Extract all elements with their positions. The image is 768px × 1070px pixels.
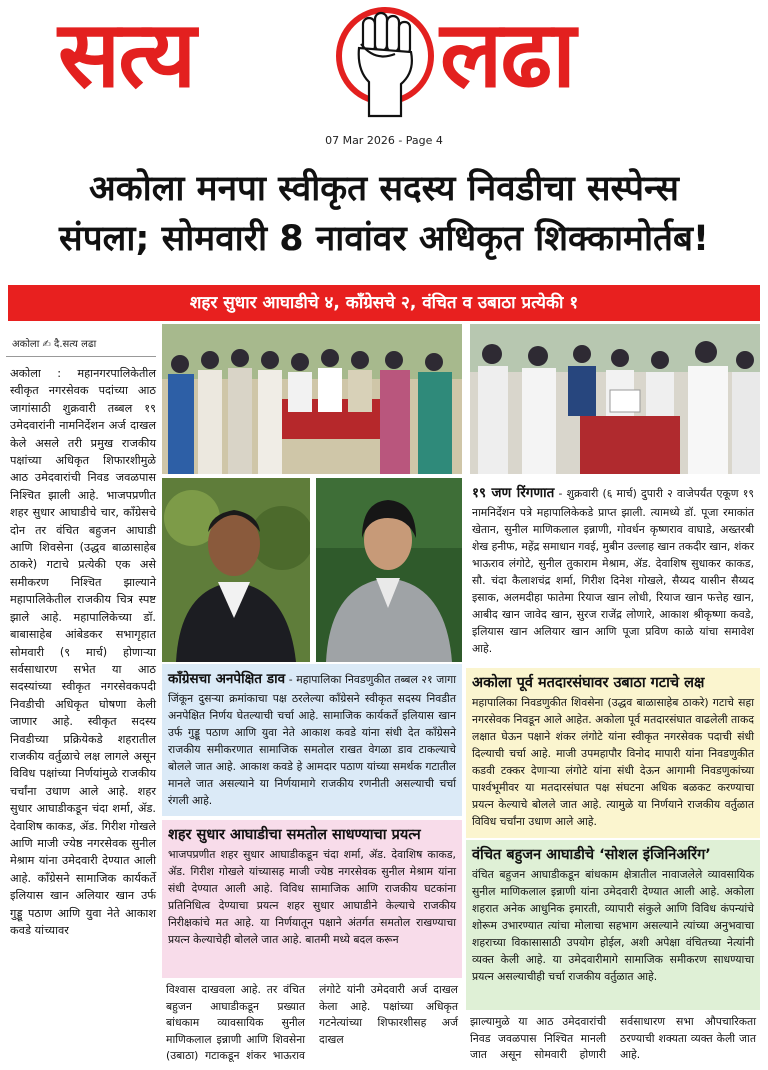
- box-akola-text: महापालिका निवडणुकीत शिवसेना (उद्धव बाळासाहेब ठाकरे) गटाचे सहा नगरसेवक निवडून आले आहेत. अकोला पूर्व मतदारसंघात वाढलेली ताकद लक्षात घेऊन पक्षाने शंकर लंगोटे यांना स्वीकृत नगरसेवक पदाची संधी दिल्याची चर्चा आहे. माजी उपमहापौर विनोद मापारी यांना निवडणुकीत कडवी टक्कर देणाऱ्या लंगोटे यांना संधी देऊन आगामी निवडणुकांच्या पार्श्वभूमीवर या मतदारसंघात पक्ष संघटना अधिक बळकट करण्याचा प्रयत्न केल्याचे बोलले जात आहे. त्यामुळे या निर्णयाने राजकीय वर्तुळात विविध चर्चांना उधाण आले आहे.: [472, 696, 754, 828]
- box-congress: [162, 664, 462, 816]
- article-continuation-middle-text: विश्वास दाखवला आहे. तर वंचित बहुजन आघाडीकडून प्रख्यात बांधकाम व्यावसायिक सुनील माणिकलाल इन्नाणी आणि शिवसेना (उबाठा) गटाकडून शंकर भाऊराव लंगोटे यांनी उमेदवारी अर्ज दाखल केला आहे. पक्षांच्या अधिकृत गटनेत्यांच्या शिफारशीसह अर्ज दाखल: [166, 983, 458, 1062]
- pen-icon: ✍: [42, 339, 55, 350]
- headline: [18, 164, 750, 264]
- masthead: [0, 0, 768, 147]
- box-vanchit-text: वंचित बहुजन आघाडीकडून बांधकाम क्षेत्रातील नावाजलेले व्यावसायिक सुनील माणिकलाल इन्नाणी यांना उमेदवारी देण्यात आली आहे. अकोला शहरात अनेक आधुनिक इमारती, व्यापारी संकुले आणि विविध कंपन्यांचे शोरूम उभारण्यात त्यांचा मोलाचा सहभाग असल्याने त्यांच्या अनुभवाचा शहराच्या विकासासाठी उपयोग होईल, अशी अपेक्षा वंचितच्या नेत्यांनी व्यक्त केली आहे. या उमेदवारीमागे सामाजिक समीकरण साधण्याचा प्रयत्न असल्याचीही चर्चा राजकीय वर्तुळात आहे.: [472, 868, 754, 983]
- article-continuation-right-text: झाल्यामुळे या आठ उमेदवारांची निवड जवळपास निश्चित मानली जात असून सोमवारी होणारी सर्वसाधारण सभा औपचारिकता ठरण्याची शक्यता व्यक्त केली जात आहे.: [470, 1015, 756, 1061]
- article-continuation-right: [466, 1012, 760, 1068]
- box-shahar-sudhar: [162, 820, 462, 978]
- left-article-column: [6, 328, 156, 939]
- raised-fist-icon: [335, 4, 435, 122]
- box-akola-east: [466, 668, 760, 838]
- box-shahar-text: भाजपप्रणीत शहर सुधार आघाडीकडून चंदा शर्मा, ॲड. देवाशिष काकड, ॲड. गिरीश गोखले यांच्यासह माजी ज्येष्ठ नगरसेवक सुनील मेश्राम यांना संधी देण्यात आली आहे. विविध सामाजिक आणि राजकीय घटकांना प्रतिनिधित्व देण्याचा प्रयत्न शहर सुधार आघाडीने केल्याचे राजकीय निरीक्षकांचे मत आहे. या निर्णयातून पक्षाने अंतर्गत समतोल राखण्याचा प्रयत्न केल्याचेही बोलले जात आहे. बातमी मध्ये बदल करून: [168, 848, 456, 946]
- portrait-photo-2: [316, 478, 462, 662]
- byline-place: अकोला: [12, 339, 40, 350]
- box-vanchit-title: वंचित बहुजन आघाडीचे ‘सोशल इंजिनिअरिंग’: [472, 847, 711, 863]
- left-article-text: अकोला : महानगरपालिकेतील स्वीकृत नगरसेवक पदांच्या आठ जागांसाठी शुक्रवारी तब्बल १९ उमेदवारांनी नामनिर्देशन अर्ज दाखल केले असले तरी प्रमुख राजकीय पक्षांच्या अधिकृत शिफारशीमुळे आठ उमेदवारांची निवड जवळपास निश्चित झाली आहे. भाजपप्रणीत शहर सुधार आघाडीचे चार, काँग्रेसचे दोन तर वंचित बहुजन आघाडी आणि शिवसेना (उद्धव बाळासाहेब ठाकरे) गटाचे प्रत्येकी एक असे समीकरण निश्चित झाल्याने महापालिकेतील राजकीय चित्र स्पष्ट झाले आहे. महापालिकेच्या डॉ. बाबासाहेब आंबेडकर सभागृहात सोमवारी (९ मार्च) होणाऱ्या सर्वसाधारण सभेत या आठ सदस्यांच्या स्वीकृत नगरसेवकपदी निवडीची अधिकृत घोषणा केली जाणार आहे. स्वीकृत सदस्य निवडीच्या प्रक्रियेकडे शहरातील राजकीय वर्तुळाचे लक्ष लागले असून विविध पक्षांच्या निर्णयांमुळे राजकीय चर्चांना उधाण आले आहे. शहर सुधार आघाडीकडून चंदा शर्मा, ॲड. देवाशिष काकड, ॲड. गिरीश गोखले आणि माजी ज्येष्ठ नगरसेवक सुनील मेश्राम यांना उमेदवारी देण्यात आली आहे. काँग्रेसने सामाजिक कार्यकर्ते इलियास खान अलियार खान उर्फ गुड्डू पठाण आणि युवा नेते आकाश कवडे यांच्यावर: [10, 367, 156, 937]
- dateline: 07 Mar 2026 - Page 4: [325, 134, 443, 147]
- box-nineteen-title: १९ जण रिंगणात: [472, 485, 555, 501]
- box-vanchit: [466, 840, 760, 1010]
- masthead-title-left: सत्य: [58, 0, 195, 108]
- group-photo-right: [470, 324, 760, 474]
- box-nineteen-candidates: [466, 478, 760, 664]
- portrait-photo-1: [162, 478, 310, 662]
- box-congress-text: - महापालिका निवडणुकीत तब्बल २१ जागा जिंकून दुसऱ्या क्रमांकाचा पक्ष ठरलेल्या काँग्रेसने स्वीकृत सदस्य निवडीत अनपेक्षित निर्णय घेतल्याची चर्चा आहे. सामाजिक कार्यकर्ते इलियास खान उर्फ गुड्डू पठाण आणि युवा नेते आकाश कवडे यांना संधी देत काँग्रेसने राजकीय समीकरणात सामाजिक समतोल राखत वेगळा डाव टाकल्याचे बोलले जात आहे. आकाश कवडे हे आमदार पठाण यांच्या समर्थक गटातील मानले जात असल्याने या निर्णयामागे राजकीय रणनीती असल्याची चर्चा रंगली आहे.: [168, 673, 456, 807]
- byline-source: दै.सत्य लढा: [54, 339, 97, 350]
- headline-line-1: अकोला मनपा स्वीकृत सदस्य निवडीचा सस्पेन्स: [89, 169, 679, 209]
- box-akola-title: अकोला पूर्व मतदारसंघावर उबाठा गटाचे लक्ष: [472, 675, 705, 691]
- article-continuation-middle: [162, 980, 462, 1068]
- box-nineteen-text: - शुक्रवारी (६ मार्च) दुपारी २ वाजेपर्यंत एकूण १९ नामनिर्देशन पत्रे महापालिकेकडे प्राप्त झाली. त्यामध्ये डॉ. पूजा रमाकांत खेतान, सुनील माणिकलाल इन्नाणी, गोवर्धन कृष्णराव वाघाडे, अख्तरबी शेख हनीफ, महेंद्र समाधान गवई, मुबीन उल्लाह खान तकदीर खान, शंकर भाऊराव लंगोटे, सुनील तुकाराम मेश्राम, ॲड. देवाशिष सुधाकर काकड, सौ. चंदा कैलाशचंद्र शर्मा, गिरीश दिनेश गोखले, सैय्यद यासीन सैय्यद इसाक, अलमदीहा फातेमा रियाज खान लोधी, रियाज खान फत्तेह खान, आबीद खान जावेद खान, सुरज राजेंद्र लोणारे, आकाश श्रीकृष्णा कवडे, इलियास खान अलियार खान आणि पूजा प्रविण काळे यांचा समावेश आहे.: [472, 487, 754, 655]
- masthead-title-right: लढा: [440, 0, 575, 108]
- box-shahar-title: शहर सुधार आघाडीचा समतोल साधण्याचा प्रयत्न: [168, 827, 421, 843]
- byline: [6, 328, 156, 357]
- box-congress-title: काँग्रेसचा अनपेक्षित डाव: [168, 671, 286, 687]
- subheadline-bar: शहर सुधार आघाडीचे ४, काँग्रेसचे २, वंचित व उबाठा प्रत्येकी १: [8, 285, 760, 321]
- headline-line-2: संपला; सोमवारी 8 नावांवर अधिकृत शिक्कामोर्तब!: [59, 219, 709, 259]
- group-photo-left: [162, 324, 462, 474]
